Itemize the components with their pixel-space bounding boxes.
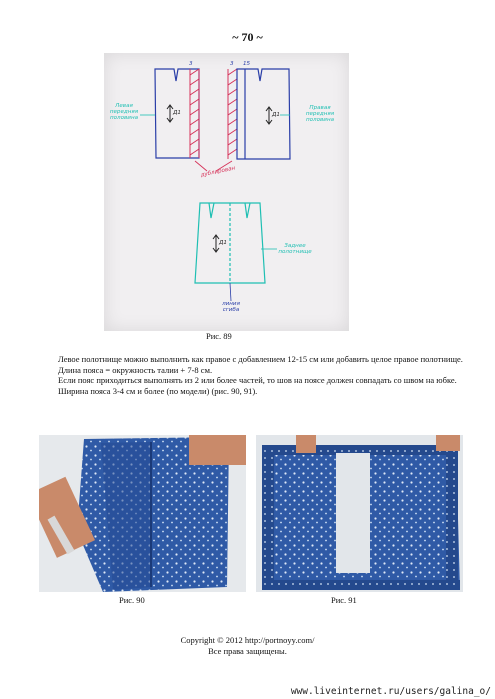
figure-91-caption: Рис. 91 <box>331 595 357 605</box>
figure-90-caption: Рис. 90 <box>119 595 145 605</box>
figure-89-pattern-sketch <box>104 53 349 331</box>
label-d1-left: Д1 <box>173 110 181 116</box>
label-d1-right: Д1 <box>272 112 280 118</box>
figure-89-caption: Рис. 89 <box>206 331 232 341</box>
left-facing-hatch <box>190 69 199 158</box>
mark-15: 15 <box>243 61 251 67</box>
body-text <box>38 354 468 396</box>
paragraph-4: Ширина пояса 3-4 см и более (по модели) (рис. 90, 91). <box>58 385 258 396</box>
mark-3-right: 3 <box>230 61 234 67</box>
label-right-front: Правая передняя половина <box>305 105 335 124</box>
paragraph-3: Если пояс приходиться выполнять из 2 или более частей, то шов на поясе должен совпадать со швом на юбке. <box>58 375 457 386</box>
watermark-url: www.liveinternet.ru/users/galina_o/ <box>290 686 491 697</box>
rights-line: Все права защищены. <box>208 646 287 656</box>
label-facing: дублирован <box>200 165 236 179</box>
label-fold-line: линия сгиба <box>222 301 240 314</box>
label-leaders <box>140 115 290 301</box>
right-front-panel <box>237 69 290 159</box>
d1-arrows <box>167 105 272 252</box>
mark-3-left: 3 <box>189 61 193 67</box>
label-left-front: Левая передняя половина <box>109 103 139 122</box>
pattern-drawing <box>104 53 349 331</box>
right-facing-hatch <box>228 69 237 159</box>
figure-90-photo <box>39 435 246 592</box>
footer <box>0 635 495 657</box>
figure-91-photo <box>256 435 463 592</box>
paragraph-1: Левое полотнище можно выполнить как правое с добавлением 12-15 см или добавить целое правое полотнище. <box>58 354 463 364</box>
page-number: ~ 70 ~ <box>232 30 263 44</box>
label-d1-back: Д1 <box>219 240 227 246</box>
paragraph-2: Длина пояса = окружность талии + 7-8 см. <box>58 364 213 375</box>
copyright-line: Copyright © 2012 http://portnoyy.com/ <box>180 635 315 645</box>
back-panel <box>195 203 265 283</box>
label-back: Заднее полотнище <box>278 243 312 256</box>
